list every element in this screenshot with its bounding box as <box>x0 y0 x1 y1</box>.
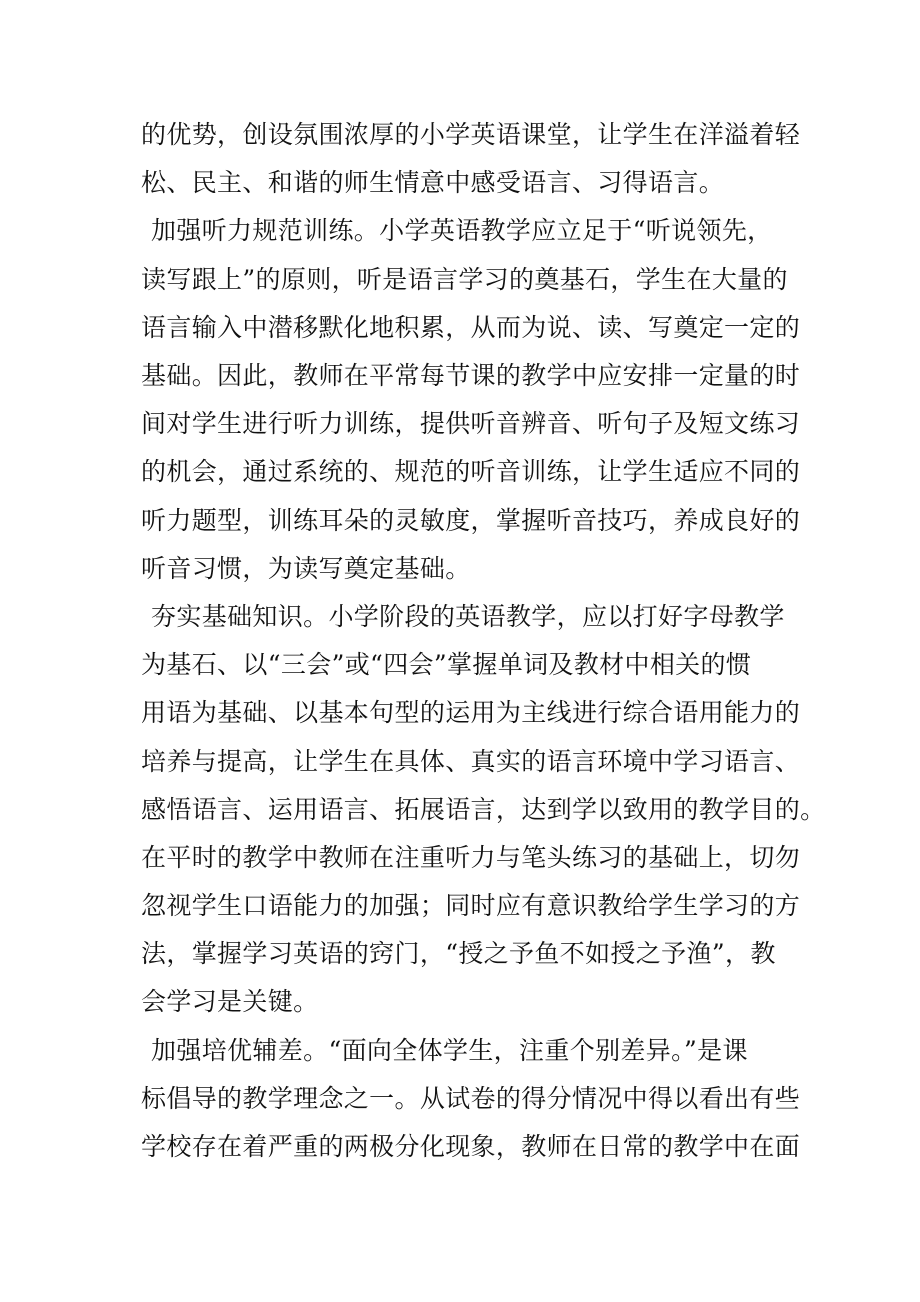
text-line: 法，掌握学习英语的窍门，“授之予鱼不如授之予渔”，教 <box>141 939 776 968</box>
text-line: 的机会，通过系统的、规范的听音训练，让学生适应不同的 <box>141 457 801 486</box>
text-line: 学校存在着严重的两极分化现象，教师在日常的教学中在面 <box>141 1132 801 1161</box>
paragraph-heading-line: 加强听力规范训练。小学英语教学应立足于“听说领先， <box>151 216 773 245</box>
text-line: 间对学生进行听力训练，提供听音辨音、听句子及短文练习 <box>141 409 801 438</box>
text-line: 松、民主、和谐的师生情意中感受语言、习得语言。 <box>141 168 725 197</box>
text-line: 感悟语言、运用语言、拓展语言，达到学以致用的教学目的。 <box>141 795 826 824</box>
text-line: 标倡导的教学理念之一。从试卷的得分情况中得以看出有些 <box>141 1084 801 1113</box>
text-line: 听力题型，训练耳朵的灵敏度，掌握听音技巧，养成良好的 <box>141 506 801 535</box>
text-line: 为基石、以“三会”或“四会”掌握单词及教材中相关的惯 <box>141 650 752 679</box>
text-line: 语言输入中潜移默化地积累，从而为说、读、写奠定一定的 <box>141 313 801 342</box>
text-line: 基础。因此，教师在平常每节课的教学中应安排一定量的时 <box>141 361 801 390</box>
text-line: 读写跟上”的原则，听是语言学习的奠基石，学生在大量的 <box>141 265 788 294</box>
text-line: 用语为基础、以基本句型的运用为主线进行综合语用能力的 <box>141 698 801 727</box>
text-line: 忽视学生口语能力的加强；同时应有意识教给学生学习的方 <box>141 891 801 920</box>
text-line: 在平时的教学中教师在注重听力与笔头练习的基础上，切勿 <box>141 843 801 872</box>
text-line: 的优势，创设氛围浓厚的小学英语课堂，让学生在洋溢着轻 <box>141 120 801 149</box>
text-line: 会学习是关键。 <box>141 987 319 1016</box>
paragraph-heading-line: 夯实基础知识。小学阶段的英语教学，应以打好字母教学 <box>151 602 785 631</box>
text-line: 听音习惯，为读写奠定基础。 <box>141 554 471 583</box>
paragraph-heading-line: 加强培优辅差。“面向全体学生，注重个别差异。”是课 <box>151 1036 748 1065</box>
text-line: 培养与提高，让学生在具体、真实的语言环境中学习语言、 <box>141 747 801 776</box>
